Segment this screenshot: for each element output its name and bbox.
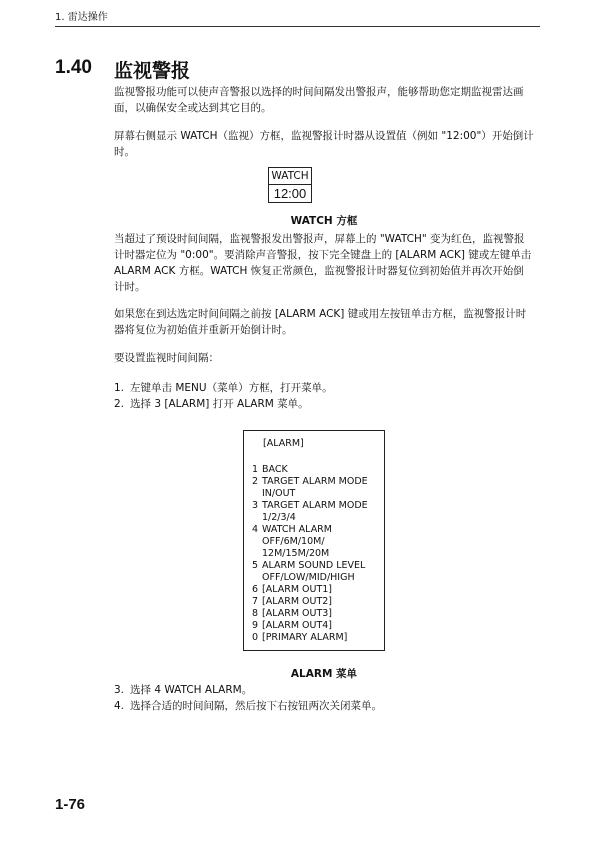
- step-text: 选择 3 [ALARM] 打开 ALARM 菜单。: [130, 398, 309, 410]
- menu-item-key: [252, 488, 262, 500]
- alarm-menu-illustration: [243, 430, 385, 651]
- section-title: 监视警报: [114, 60, 191, 82]
- menu-item-text: TARGET ALARM MODE: [262, 476, 368, 487]
- menu-item-key: 7: [252, 596, 259, 607]
- menu-item: [252, 620, 368, 632]
- step-text: 选择合适的时间间隔，然后按下右按钮两次关闭菜单。: [130, 700, 382, 712]
- menu-item-text: [ALARM OUT4]: [262, 620, 333, 631]
- menu-list: [252, 464, 368, 644]
- steps-list-2: [114, 682, 534, 714]
- intro-paragraph: 监视警报功能可以使声音警报以选择的时间间隔发出警报声，能够帮助您定期监视雷达画面，以确保安全或达到其它目的。: [114, 86, 524, 114]
- setup-intro: 要设置监视时间间隔：: [114, 352, 219, 364]
- menu-item-text: TARGET ALARM MODE: [262, 500, 368, 511]
- alarm-menu-caption: ALARM 菜单: [290, 668, 358, 680]
- menu-item-key: [252, 548, 262, 560]
- menu-item-key: 5: [252, 560, 259, 571]
- menu-item-text: [ALARM OUT2]: [262, 596, 333, 607]
- watch-box-caption: WATCH 方框: [290, 215, 358, 227]
- menu-item-text: [ALARM OUT1]: [262, 584, 333, 595]
- header-rule: [55, 26, 540, 27]
- menu-item: [252, 584, 368, 596]
- menu-item: [252, 500, 368, 512]
- menu-item-key: 2: [252, 476, 259, 487]
- menu-item-text: WATCH ALARM: [262, 524, 332, 535]
- watch-timer: 12:00: [273, 186, 307, 201]
- menu-item-key: 4: [252, 524, 259, 535]
- watch-box-paragraph: 屏幕右侧显示 WATCH（监视）方框，监视警报计时器从设置值（例如 "12:00"）开始倒计时。: [114, 130, 534, 158]
- menu-item-text: 12M/15M/20M: [262, 548, 330, 559]
- menu-item-text: OFF/6M/10M/: [262, 536, 325, 547]
- menu-item-key: 3: [252, 500, 259, 511]
- menu-item-text: 1/2/3/4: [262, 512, 296, 523]
- step-item: [114, 698, 534, 714]
- menu-item-key: 0: [252, 632, 259, 643]
- step-number: 2.: [114, 398, 125, 410]
- menu-item: [252, 476, 368, 488]
- menu-title: [ALARM]: [263, 438, 304, 449]
- menu-item-key: 1: [252, 464, 259, 475]
- step-number: 1.: [114, 382, 125, 394]
- step-text: 选择 4 WATCH ALARM。: [130, 684, 253, 696]
- reset-paragraph: 如果您在到达选定时间间隔之前按 [ALARM ACK] 键或用左按钮单击方框，监视警报计时器将复位为初始值并重新开始倒计时。: [114, 308, 527, 336]
- menu-item-options: [252, 572, 368, 584]
- menu-item-text: BACK: [262, 464, 288, 475]
- menu-item: [252, 632, 368, 644]
- menu-item-text: [ALARM OUT3]: [262, 608, 333, 619]
- step-item: [114, 380, 534, 396]
- step-number: 3.: [114, 684, 125, 696]
- menu-item-options: [252, 488, 368, 500]
- menu-item-key: 9: [252, 620, 259, 631]
- menu-item-key: [252, 536, 262, 548]
- menu-item-text: OFF/LOW/MID/HIGH: [262, 572, 355, 583]
- step-item: [114, 396, 534, 412]
- menu-item-options: [252, 536, 368, 548]
- alarm-paragraph: 当超过了预设时间间隔，监视警报发出警报声，屏幕上的 "WATCH" 变为红色，监视警报计时器定位为 "0:00"。要消除声音警报，按下完全键盘上的 [ALARM ACK] 键或左键单击 ALARM ACK 方框。WATCH 恢复正常颜色，监视警报计时器复位到初始值并再次开始倒计时。: [114, 233, 532, 293]
- menu-item-key: [252, 512, 262, 524]
- menu-item-key: 8: [252, 608, 259, 619]
- menu-item: [252, 608, 368, 620]
- section-number: 1.40: [55, 57, 92, 78]
- step-text: 左键单击 MENU（菜单）方框，打开菜单。: [130, 382, 333, 394]
- step-item: [114, 682, 534, 698]
- menu-item-text: IN/OUT: [262, 488, 296, 499]
- page-number: 1-76: [55, 796, 86, 813]
- menu-item-key: [252, 572, 262, 584]
- menu-item: [252, 524, 368, 536]
- menu-item: [252, 464, 368, 476]
- menu-item-options: [252, 548, 368, 560]
- watch-label: WATCH: [269, 170, 311, 185]
- running-header: 1. 雷达操作: [55, 12, 108, 23]
- menu-item-text: ALARM SOUND LEVEL: [262, 560, 366, 571]
- steps-list: [114, 380, 534, 412]
- step-number: 4.: [114, 700, 125, 712]
- menu-item: [252, 560, 368, 572]
- menu-item-text: [PRIMARY ALARM]: [262, 632, 348, 643]
- watch-box-illustration: [268, 167, 312, 203]
- menu-item-key: 6: [252, 584, 259, 595]
- menu-item-options: [252, 512, 368, 524]
- menu-item: [252, 596, 368, 608]
